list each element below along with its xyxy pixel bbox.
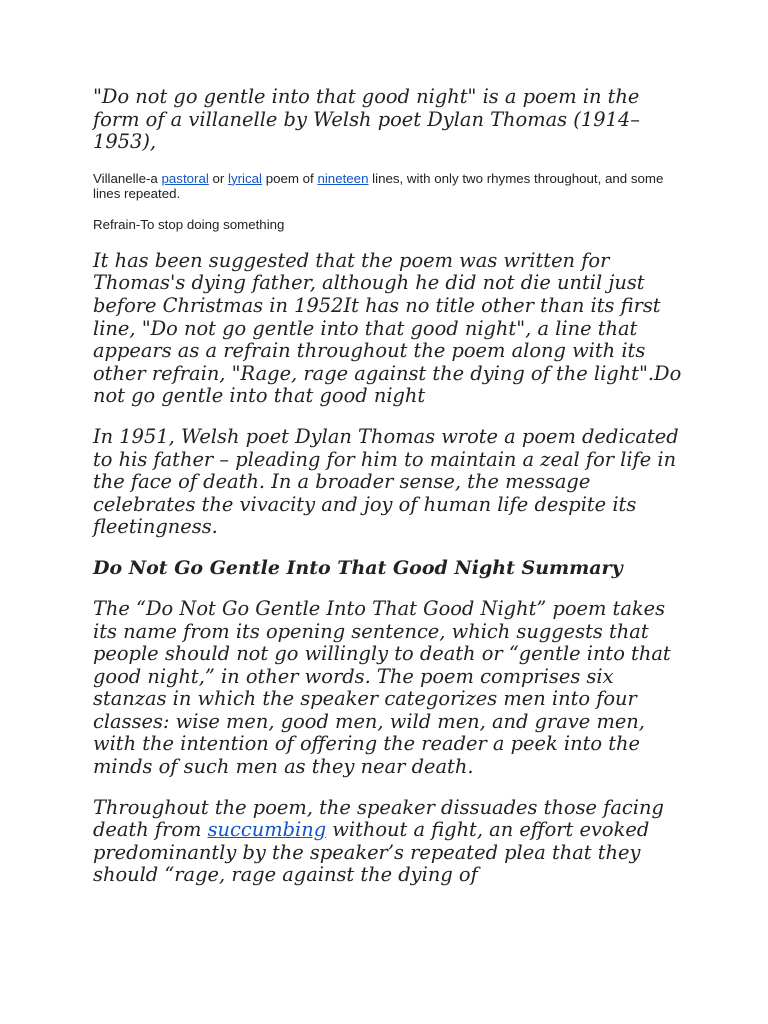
link-succumbing[interactable]: succumbing [207, 818, 327, 842]
villanelle-definition [93, 171, 685, 201]
document-page [93, 86, 685, 887]
refrain-note: Refrain-To stop doing something [93, 216, 285, 232]
paragraph-dying-father: It has been suggested that the poem was written for Thomas's dying father, although he did not die until just before Christmas in 1952It has no title other than its first line, "Do not go gentle into that good night", a line that appears as a refrain throughout the poem along with its other refrain, "Rage, rage against the dying of the light".Do not go gentle into that good night [93, 248, 682, 408]
summary-heading: Do Not Go Gentle Into That Good Night Summary [93, 556, 623, 579]
definition-or: or [208, 170, 229, 186]
paragraph-throughout [93, 797, 685, 887]
paragraph-throughout-after: without a fight, an effort evoked predominantly by the speaker’s repeated plea that they should “rage, rage against the dying of [93, 818, 650, 887]
link-nineteen[interactable]: nineteen [317, 170, 369, 186]
link-lyrical[interactable]: lyrical [228, 170, 263, 186]
link-pastoral[interactable]: pastoral [161, 170, 209, 186]
definition-prefix: Villanelle-a [93, 170, 162, 186]
definition-suffix: lines, with only two rhymes throughout, and some lines repeated. [93, 170, 664, 201]
paragraph-summary: The “Do Not Go Gentle Into That Good Night” poem takes its name from its opening sentence, which suggests that people should not go willingly to death or “gentle into that good night,” in other words. The poem comprises six stanzas in which the speaker categorizes men into four classes: wise men, good men, wild men, and grave men, with the intention of offering the reader a peek into the minds of such men as they near death. [93, 596, 671, 779]
paragraph-throughout-before: Throughout the poem, the speaker dissuades those facing death from [93, 795, 664, 842]
definition-poem-of: poem of [262, 170, 318, 186]
intro-paragraph: "Do not go gentle into that good night" is a poem in the form of a villanelle by Welsh poet Dylan Thomas (1914–1953), [93, 85, 640, 154]
paragraph-1951-context: In 1951, Welsh poet Dylan Thomas wrote a poem dedicated to his father – pleading for him to maintain a zeal for life in the face of death. In a broader sense, the message celebrates the vivacity and joy of human life despite its fleetingness. [93, 424, 679, 539]
